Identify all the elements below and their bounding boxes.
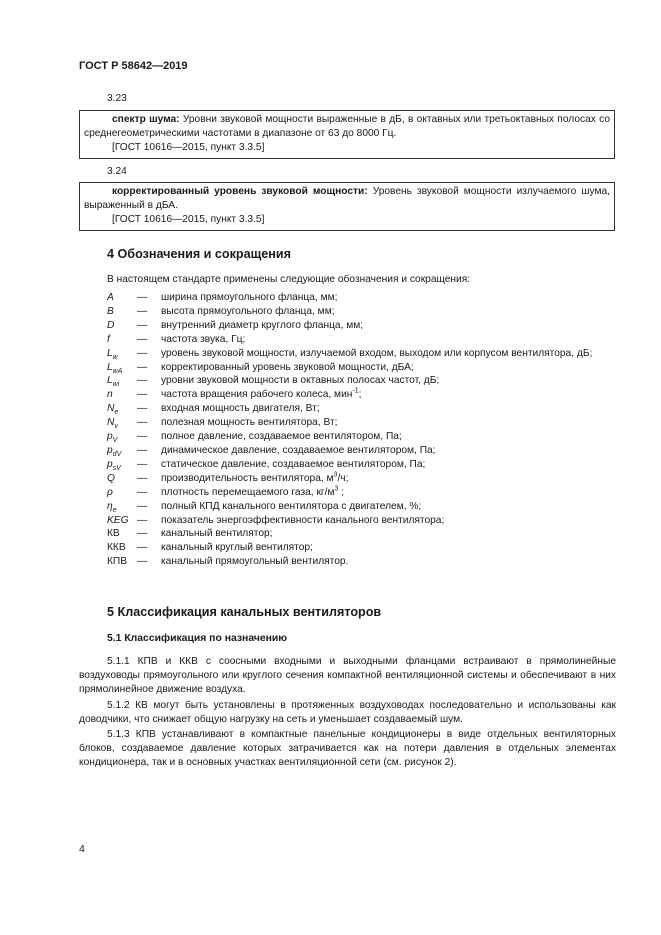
symbol-description bbox=[161, 555, 617, 569]
symbol-dash: — bbox=[137, 431, 148, 443]
symbol-dash: — bbox=[137, 347, 148, 359]
symbol-dash: — bbox=[137, 292, 148, 303]
description-text: ширина прямоугольного фланца, мм; bbox=[161, 292, 338, 303]
section-heading: 4 Обозначения и сокращения bbox=[107, 247, 291, 261]
symbol-dash: — bbox=[137, 305, 148, 317]
description-text: канальный круглый вентилятор; bbox=[161, 542, 313, 554]
symbol-row bbox=[107, 486, 617, 500]
description-text: уровень звуковой мощности, излучаемой входом, выходом или корпусом вентилятора, дБ; bbox=[161, 347, 593, 359]
description-text: показатель энергоэффективности канального вентилятора; bbox=[161, 514, 445, 526]
symbol bbox=[107, 305, 137, 319]
symbol-letter: B bbox=[107, 305, 114, 317]
symbol-row bbox=[107, 500, 617, 514]
symbol-row bbox=[107, 458, 617, 472]
symbol-dash: — bbox=[137, 514, 148, 526]
symbol bbox=[107, 347, 137, 361]
symbol-dash: — bbox=[137, 486, 148, 498]
symbol bbox=[107, 514, 137, 528]
paragraph: 5.1.3 КПВ устанавливают в компактные панельные кондиционеры в виде отдельных вентиляторных блоков, создаваемое давление которых затрачивается как на потери давления в отдельных элементах кондиционера, так и в основных участках вентиляционной сети (см. рисунок 2). bbox=[79, 729, 616, 768]
symbol-letter: ККВ bbox=[107, 542, 126, 554]
symbol-description bbox=[161, 541, 617, 555]
symbol-dash: — bbox=[137, 458, 148, 470]
symbol-subscript: V bbox=[112, 437, 118, 445]
symbol-subscript: e bbox=[114, 409, 119, 417]
symbol-row bbox=[107, 402, 617, 416]
symbol bbox=[107, 319, 137, 333]
symbol-dash: — bbox=[137, 500, 148, 512]
symbol-dash: — bbox=[137, 333, 148, 345]
symbol bbox=[107, 555, 137, 569]
description-text: корректированный уровень звуковой мощности, дБА; bbox=[161, 361, 414, 373]
term-definition-box bbox=[79, 110, 615, 159]
symbol-letter: p bbox=[107, 431, 113, 443]
term-definition bbox=[84, 185, 610, 213]
symbol-description bbox=[161, 374, 617, 388]
symbol bbox=[107, 486, 137, 500]
symbol-description bbox=[161, 458, 617, 472]
symbol bbox=[107, 388, 137, 402]
symbol bbox=[107, 500, 137, 514]
description-text: входная мощность двигателя, Вт; bbox=[161, 403, 320, 415]
symbol-row bbox=[107, 514, 617, 528]
symbol bbox=[107, 333, 137, 347]
symbol-dash: — bbox=[137, 319, 148, 331]
symbol-description bbox=[161, 416, 617, 430]
symbol-description bbox=[161, 305, 617, 319]
symbol-dash: — bbox=[137, 417, 148, 429]
description-superscript: -1 bbox=[352, 387, 359, 395]
term-name: корректированный уровень звуковой мощности: bbox=[112, 186, 368, 197]
symbol-letter: L bbox=[107, 347, 113, 359]
symbol-description bbox=[161, 430, 617, 444]
symbol-letter: L bbox=[107, 361, 113, 373]
symbol-row bbox=[107, 319, 617, 333]
description-text: частота звука, Гц; bbox=[161, 333, 246, 345]
symbol-subscript: dV bbox=[112, 451, 122, 458]
term-reference: [ГОСТ 10616—2015, пункт 3.3.5] bbox=[112, 213, 265, 225]
symbols-list bbox=[107, 291, 617, 569]
symbol-dash: — bbox=[137, 375, 148, 387]
description-text: частота вращения рабочего колеса, мин bbox=[161, 389, 353, 401]
symbol-row bbox=[107, 374, 617, 388]
term-definition-box bbox=[79, 182, 615, 231]
description-tail: ; bbox=[338, 486, 345, 498]
symbol-letter: KEG bbox=[107, 514, 129, 526]
description-text: высота прямоугольного фланца, мм; bbox=[161, 305, 335, 317]
symbol-description bbox=[161, 472, 617, 486]
description-text: полное давление, создаваемое вентилятором, Па; bbox=[161, 431, 402, 443]
term-number: 3.24 bbox=[107, 166, 127, 177]
symbol-row bbox=[107, 361, 617, 375]
symbol-row bbox=[107, 291, 617, 305]
description-superscript: 3 bbox=[333, 471, 338, 479]
symbol-letter: N bbox=[107, 417, 115, 429]
description-text: полный КПД канального вентилятора с двигателем, %; bbox=[161, 500, 422, 512]
symbol-dash: — bbox=[137, 528, 148, 540]
symbol-letter: A bbox=[107, 292, 114, 303]
symbol-letter: КВ bbox=[107, 528, 120, 540]
description-text: производительность вентилятора, м bbox=[161, 472, 334, 484]
description-superscript: 3 bbox=[334, 485, 339, 493]
symbol-letter: p bbox=[107, 458, 113, 470]
symbol bbox=[107, 472, 137, 486]
term-name: спектр шума: bbox=[112, 114, 180, 125]
symbol bbox=[107, 361, 137, 375]
symbol-dash: — bbox=[137, 389, 148, 401]
symbol bbox=[107, 458, 137, 472]
symbol-row bbox=[107, 388, 617, 402]
symbol-row bbox=[107, 430, 617, 444]
description-tail: /ч; bbox=[337, 472, 349, 484]
page-number: 4 bbox=[79, 843, 85, 855]
term-reference: [ГОСТ 10616—2015, пункт 3.3.5] bbox=[112, 141, 265, 153]
symbol bbox=[107, 430, 137, 444]
symbol-row bbox=[107, 472, 617, 486]
symbol-letter: Q bbox=[107, 472, 115, 484]
subsection-heading: 5.1 Классификация по назначению bbox=[107, 633, 288, 644]
symbol-dash: — bbox=[137, 556, 148, 568]
symbol-letter: N bbox=[107, 403, 115, 415]
symbol bbox=[107, 541, 137, 555]
symbol bbox=[107, 402, 137, 416]
symbol-description bbox=[161, 333, 617, 347]
symbol-description bbox=[161, 486, 617, 500]
description-text: плотность перемещаемого газа, кг/м bbox=[161, 486, 335, 498]
symbol-description bbox=[161, 444, 617, 458]
section-intro: В настоящем стандарте применены следующие обозначения и сокращения: bbox=[107, 274, 471, 285]
symbol-row bbox=[107, 416, 617, 430]
symbol bbox=[107, 444, 137, 458]
symbol-subscript: wA bbox=[112, 367, 123, 375]
symbol-letter: D bbox=[107, 319, 115, 331]
symbol-dash: — bbox=[137, 361, 148, 373]
symbol-description bbox=[161, 514, 617, 528]
paragraph: 5.1.1 КПВ и ККВ с соосными входными и выходными фланцами встраивают в прямолинейные воздуховоды прямоугольного или круглого сечения компактной вентиляционной системы и обеспечивают в них прямолинейное движение воздуха. bbox=[79, 656, 616, 695]
symbol-description bbox=[161, 361, 617, 375]
description-text: уровни звуковой мощности в октавных полосах частот, дБ; bbox=[161, 375, 440, 387]
symbol-description bbox=[161, 388, 617, 402]
symbol-dash: — bbox=[137, 542, 148, 554]
term-text: Уровень звуковой мощности излучаемого шума, выраженный в дБА. bbox=[84, 186, 611, 211]
description-text: канальный вентилятор; bbox=[161, 528, 273, 540]
symbol-description bbox=[161, 500, 617, 514]
symbol-subscript: sV bbox=[112, 464, 121, 472]
symbol-row bbox=[107, 555, 617, 569]
symbol-description bbox=[161, 527, 617, 541]
symbol-dash: — bbox=[137, 472, 148, 484]
term-text: Уровни звуковой мощности выраженные в дБ, в октавных или третьоктавных полосах со среднегеометрическими частотами в диапазоне от 63 до 8000 Гц. bbox=[84, 114, 611, 139]
description-text: канальный прямоугольный вентилятор. bbox=[161, 556, 349, 568]
term-definition bbox=[84, 113, 610, 141]
symbol-row bbox=[107, 305, 617, 319]
symbol-row bbox=[107, 347, 617, 361]
symbol-letter: n bbox=[107, 389, 113, 401]
paragraph: 5.1.2 КВ могут быть установлены в протяженных воздуховодах последовательно и использованы как доводчики, что снижает общую нагрузку на сеть и уменьшает создаваемый шум. bbox=[79, 700, 616, 725]
symbol bbox=[107, 374, 137, 388]
symbol bbox=[107, 291, 137, 305]
symbol-description bbox=[161, 402, 617, 416]
symbol-letter: p bbox=[107, 444, 113, 456]
symbol-row bbox=[107, 541, 617, 555]
symbol-row bbox=[107, 527, 617, 541]
description-text: полезная мощность вентилятора, Вт; bbox=[161, 417, 338, 429]
symbol-description bbox=[161, 319, 617, 333]
symbol-letter: f bbox=[107, 333, 110, 345]
description-text: внутренний диаметр круглого фланца, мм; bbox=[161, 319, 364, 331]
symbol-description bbox=[161, 347, 617, 361]
term-number: 3.23 bbox=[107, 93, 127, 104]
symbol-subscript: w bbox=[112, 353, 118, 361]
symbol-letter: L bbox=[107, 375, 113, 387]
symbol-row bbox=[107, 333, 617, 347]
description-tail: ; bbox=[358, 389, 362, 401]
symbol-subscript: v bbox=[114, 423, 118, 431]
symbol-dash: — bbox=[137, 444, 148, 456]
symbol bbox=[107, 416, 137, 430]
symbol-letter: ρ bbox=[107, 486, 113, 498]
symbol bbox=[107, 527, 137, 541]
symbol-subscript: wi bbox=[112, 381, 120, 389]
standard-header: ГОСТ Р 58642—2019 bbox=[79, 60, 188, 72]
symbol-dash: — bbox=[137, 403, 148, 415]
symbol-subscript: e bbox=[112, 506, 117, 514]
symbol-letter: η bbox=[107, 500, 113, 512]
symbol-description bbox=[161, 291, 617, 305]
description-text: статическое давление, создаваемое вентилятором, Па; bbox=[161, 458, 426, 470]
section-heading: 5 Классификация канальных вентиляторов bbox=[107, 605, 382, 619]
symbol-letter: КПВ bbox=[107, 556, 128, 568]
description-text: динамическое давление, создаваемое вентилятором, Па; bbox=[161, 444, 436, 456]
symbol-row bbox=[107, 444, 617, 458]
